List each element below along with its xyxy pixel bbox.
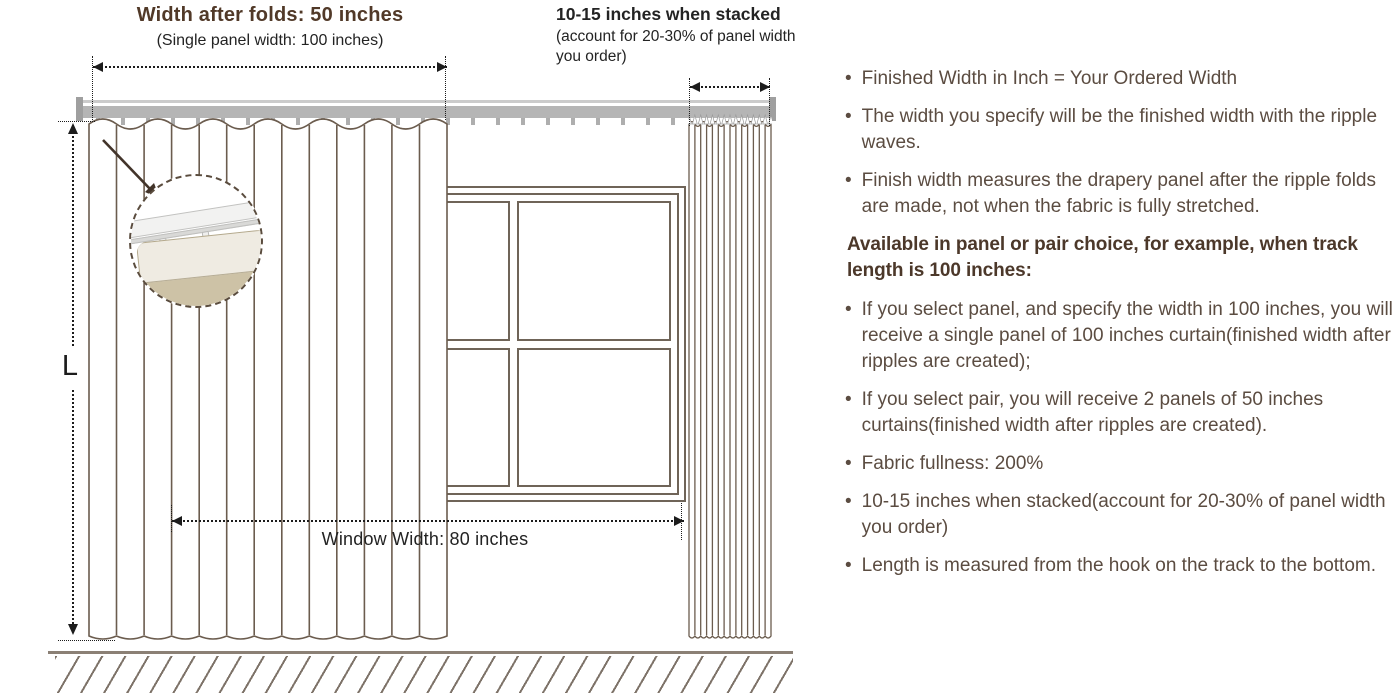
- note-item: [845, 104, 1397, 156]
- note-text: Fabric fullness: 200%: [861, 453, 1044, 474]
- floor-hatching: [55, 656, 793, 693]
- note-item: [845, 387, 1397, 439]
- bullet-icon: •: [845, 68, 852, 89]
- extension-line: [92, 56, 93, 120]
- note-text: 10-15 inches when stacked(account for 20-30% of panel width you order): [861, 491, 1386, 538]
- bullet-icon: •: [845, 170, 852, 191]
- note-text: The width you specify will be the finished width with the ripple waves.: [861, 106, 1378, 153]
- stacked-annotation: [556, 4, 810, 67]
- extension-line: [445, 56, 446, 120]
- note-text: If you select pair, you will receive 2 panels of 50 inches curtains(finished width after ripples are created).: [861, 389, 1324, 436]
- width-after-folds-title: Width after folds: 50 inches: [136, 4, 404, 26]
- detail-fabric: [136, 229, 263, 308]
- window-pane: [517, 348, 672, 488]
- length-l-label: L: [61, 350, 79, 382]
- magnifier-detail-circle: [129, 174, 263, 308]
- note-item: [845, 297, 1397, 375]
- arrowhead-down-icon: [68, 624, 78, 635]
- panel-pair-heading: Available in panel or pair choice, for example, when track length is 100 inches:: [847, 234, 1358, 281]
- arrowhead-left-icon: [93, 62, 103, 72]
- note-item: [845, 168, 1397, 220]
- extension-tick-bottom: [58, 640, 115, 641]
- curtain-track-topline: [78, 100, 772, 103]
- extension-line: [171, 505, 172, 532]
- bullet-icon: •: [845, 453, 852, 474]
- bullet-icon: •: [845, 555, 852, 576]
- note-item: [845, 451, 1397, 477]
- bullet-icon: •: [845, 299, 852, 320]
- arrowhead-right-icon: [674, 516, 684, 526]
- arrowhead-left-icon: [172, 516, 182, 526]
- bullet-icon: •: [845, 106, 852, 127]
- bullet-icon: •: [845, 491, 852, 512]
- curtain-panel-stacked: [688, 112, 772, 646]
- length-dimension-line-lower: [72, 390, 74, 632]
- stacked-subtitle: (account for 20-30% of panel width you order): [556, 28, 796, 65]
- window-width-label: Window Width: 80 inches: [321, 529, 529, 549]
- stacked-dimension-line: [690, 86, 770, 88]
- note-item: [845, 553, 1397, 579]
- note-item: [845, 489, 1397, 541]
- width-dimension-line: [93, 66, 447, 68]
- arrowhead-left-icon: [690, 82, 700, 92]
- note-text: Finished Width in Inch = Your Ordered Width: [861, 68, 1238, 89]
- note-text: Finish width measures the drapery panel after the ripple folds are made, not when the fabric is fully stretched.: [861, 170, 1376, 217]
- magnifier-photo: [129, 174, 263, 308]
- note-text: If you select panel, and specify the width in 100 inches, you will receive a single panel of 100 inches curtain(finished width after ripples are created);: [861, 299, 1393, 372]
- intro-bullet-list: [845, 66, 1397, 220]
- arrowhead-up-icon: [68, 123, 78, 134]
- window-width-dimension-line: [172, 520, 684, 522]
- extension-line: [681, 503, 682, 540]
- extension-line: [769, 78, 770, 126]
- extension-line: [689, 78, 690, 126]
- extension-tick-top: [58, 121, 95, 122]
- bullet-icon: •: [845, 389, 852, 410]
- window-pane: [517, 201, 672, 341]
- note-item: [845, 66, 1397, 92]
- stacked-title: 10-15 inches when stacked: [556, 4, 781, 24]
- detail-bullet-list: [845, 297, 1397, 579]
- single-panel-width-subtitle: (Single panel width: 100 inches): [156, 32, 384, 49]
- length-dimension-line-upper: [72, 128, 74, 346]
- notes-panel: [845, 66, 1397, 591]
- floor-line: [48, 651, 793, 654]
- note-text: Length is measured from the hook on the track to the bottom.: [861, 555, 1377, 576]
- track-end-cap-left: [76, 97, 83, 121]
